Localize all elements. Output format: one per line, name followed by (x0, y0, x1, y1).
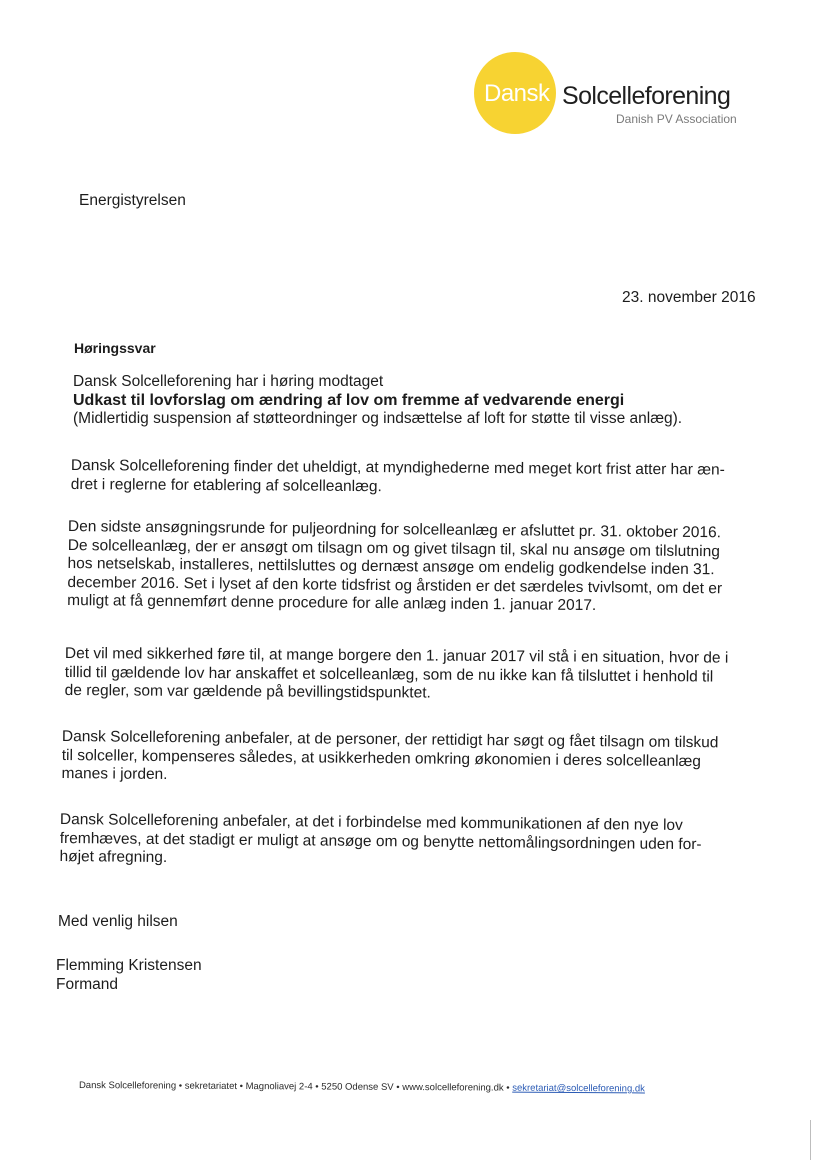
paragraph-line: højet afregning. (59, 847, 168, 867)
paragraph-line: manes i jorden. (61, 764, 168, 784)
footer-address: Dansk Solcelleforening • sekretariatet • Magnoliavej 2-4 • 5250 Odense SV • www.solcelleforening.dk • (78, 1080, 513, 1094)
intro-paragraph (73, 373, 763, 429)
body-paragraph-5 (59, 811, 750, 873)
association-logo (474, 52, 774, 136)
paragraph-line: tillid til gældende lov har anskaffet et solcelleanlæg, som de nu ikke kan få tilsluttet i henhold til (64, 663, 714, 686)
paragraph-line: hos netselskab, installeres, nettilsluttes og dernæst ansøge om endelig godkendelse inden 31. (67, 554, 715, 579)
paragraph-line: Dansk Solcelleforening anbefaler, at de personer, der rettidigt har søgt og fået tilsagn om tilskud (61, 728, 719, 752)
paragraph-line: Den sidste ansøgningsrunde for puljeordning for solcelleanlæg er afsluttet pr. 31. oktober 2016. (67, 518, 722, 542)
logo-subtitle: Danish PV Association (616, 112, 737, 126)
paragraph-line: Dansk Solcelleforening finder det uheldigt, at myndighederne med meget kort frist atter har æn- (70, 457, 725, 479)
paragraph-line: fremhæves, at det stadigt er muligt at ansøge om og benytte nettomålingsordningen uden for- (59, 829, 702, 853)
paragraph-line: muligt at få gennemført denne procedure for alle anlæg inden 1. januar 2017. (67, 591, 597, 615)
logo-name-text: Solcelleforening (562, 82, 731, 110)
body-paragraph-3 (65, 645, 755, 705)
letter-heading: Høringssvar (74, 340, 156, 356)
body-paragraph-2 (67, 518, 758, 617)
paragraph-line: Det vil med sikkerhed føre til, at mange borgere den 1. januar 2017 vil stå i en situation, hvor de i (64, 645, 729, 667)
footer-email-link[interactable]: sekretariat@solcelleforening.dk (512, 1082, 645, 1095)
intro-line: Dansk Solcelleforening har i høring modtaget (73, 373, 384, 390)
closing-salutation: Med venlig hilsen (58, 913, 178, 930)
scan-edge-mark (810, 1120, 811, 1160)
bill-title: Udkast til lovforslag om ændring af lov om fremme af vedvarende energi (73, 391, 625, 409)
paragraph-line: De solcelleanlæg, der er ansøgt om tilsagn om og givet tilsagn til, skal nu ansøge om tilslutning (67, 536, 720, 560)
paragraph-line: Dansk Solcelleforening anbefaler, at det i forbindelse med kommunikationen af den nye lov (59, 811, 683, 834)
paragraph-line: til solceller, kompenseres således, at usikkerheden omkring økonomien i deres solcelleanlæg (61, 746, 702, 770)
recipient: Energistyrelsen (79, 192, 186, 209)
signer-title: Formand (56, 976, 119, 993)
letter-footer (79, 1080, 645, 1094)
paragraph-line: dret i reglerne for etablering af solcelleanlæg. (70, 475, 382, 495)
body-paragraph-1 (71, 457, 761, 499)
letter-date: 23. november 2016 (622, 289, 756, 306)
intro-line: (Midlertidig suspension af støtteordninger og indsættelse af loft for støtte til visse anlæg). (73, 410, 683, 427)
signer-name: Flemming Kristensen (56, 957, 202, 974)
logo-dansk-text: Dansk (484, 80, 550, 107)
body-paragraph-4 (61, 728, 752, 790)
paragraph-line: december 2016. Set i lyset af den korte tidsfrist og årstiden er det særdeles tvivlsomt, om det er (67, 573, 723, 597)
paragraph-line: de regler, som var gældende på bevillingstidspunktet. (64, 681, 431, 702)
